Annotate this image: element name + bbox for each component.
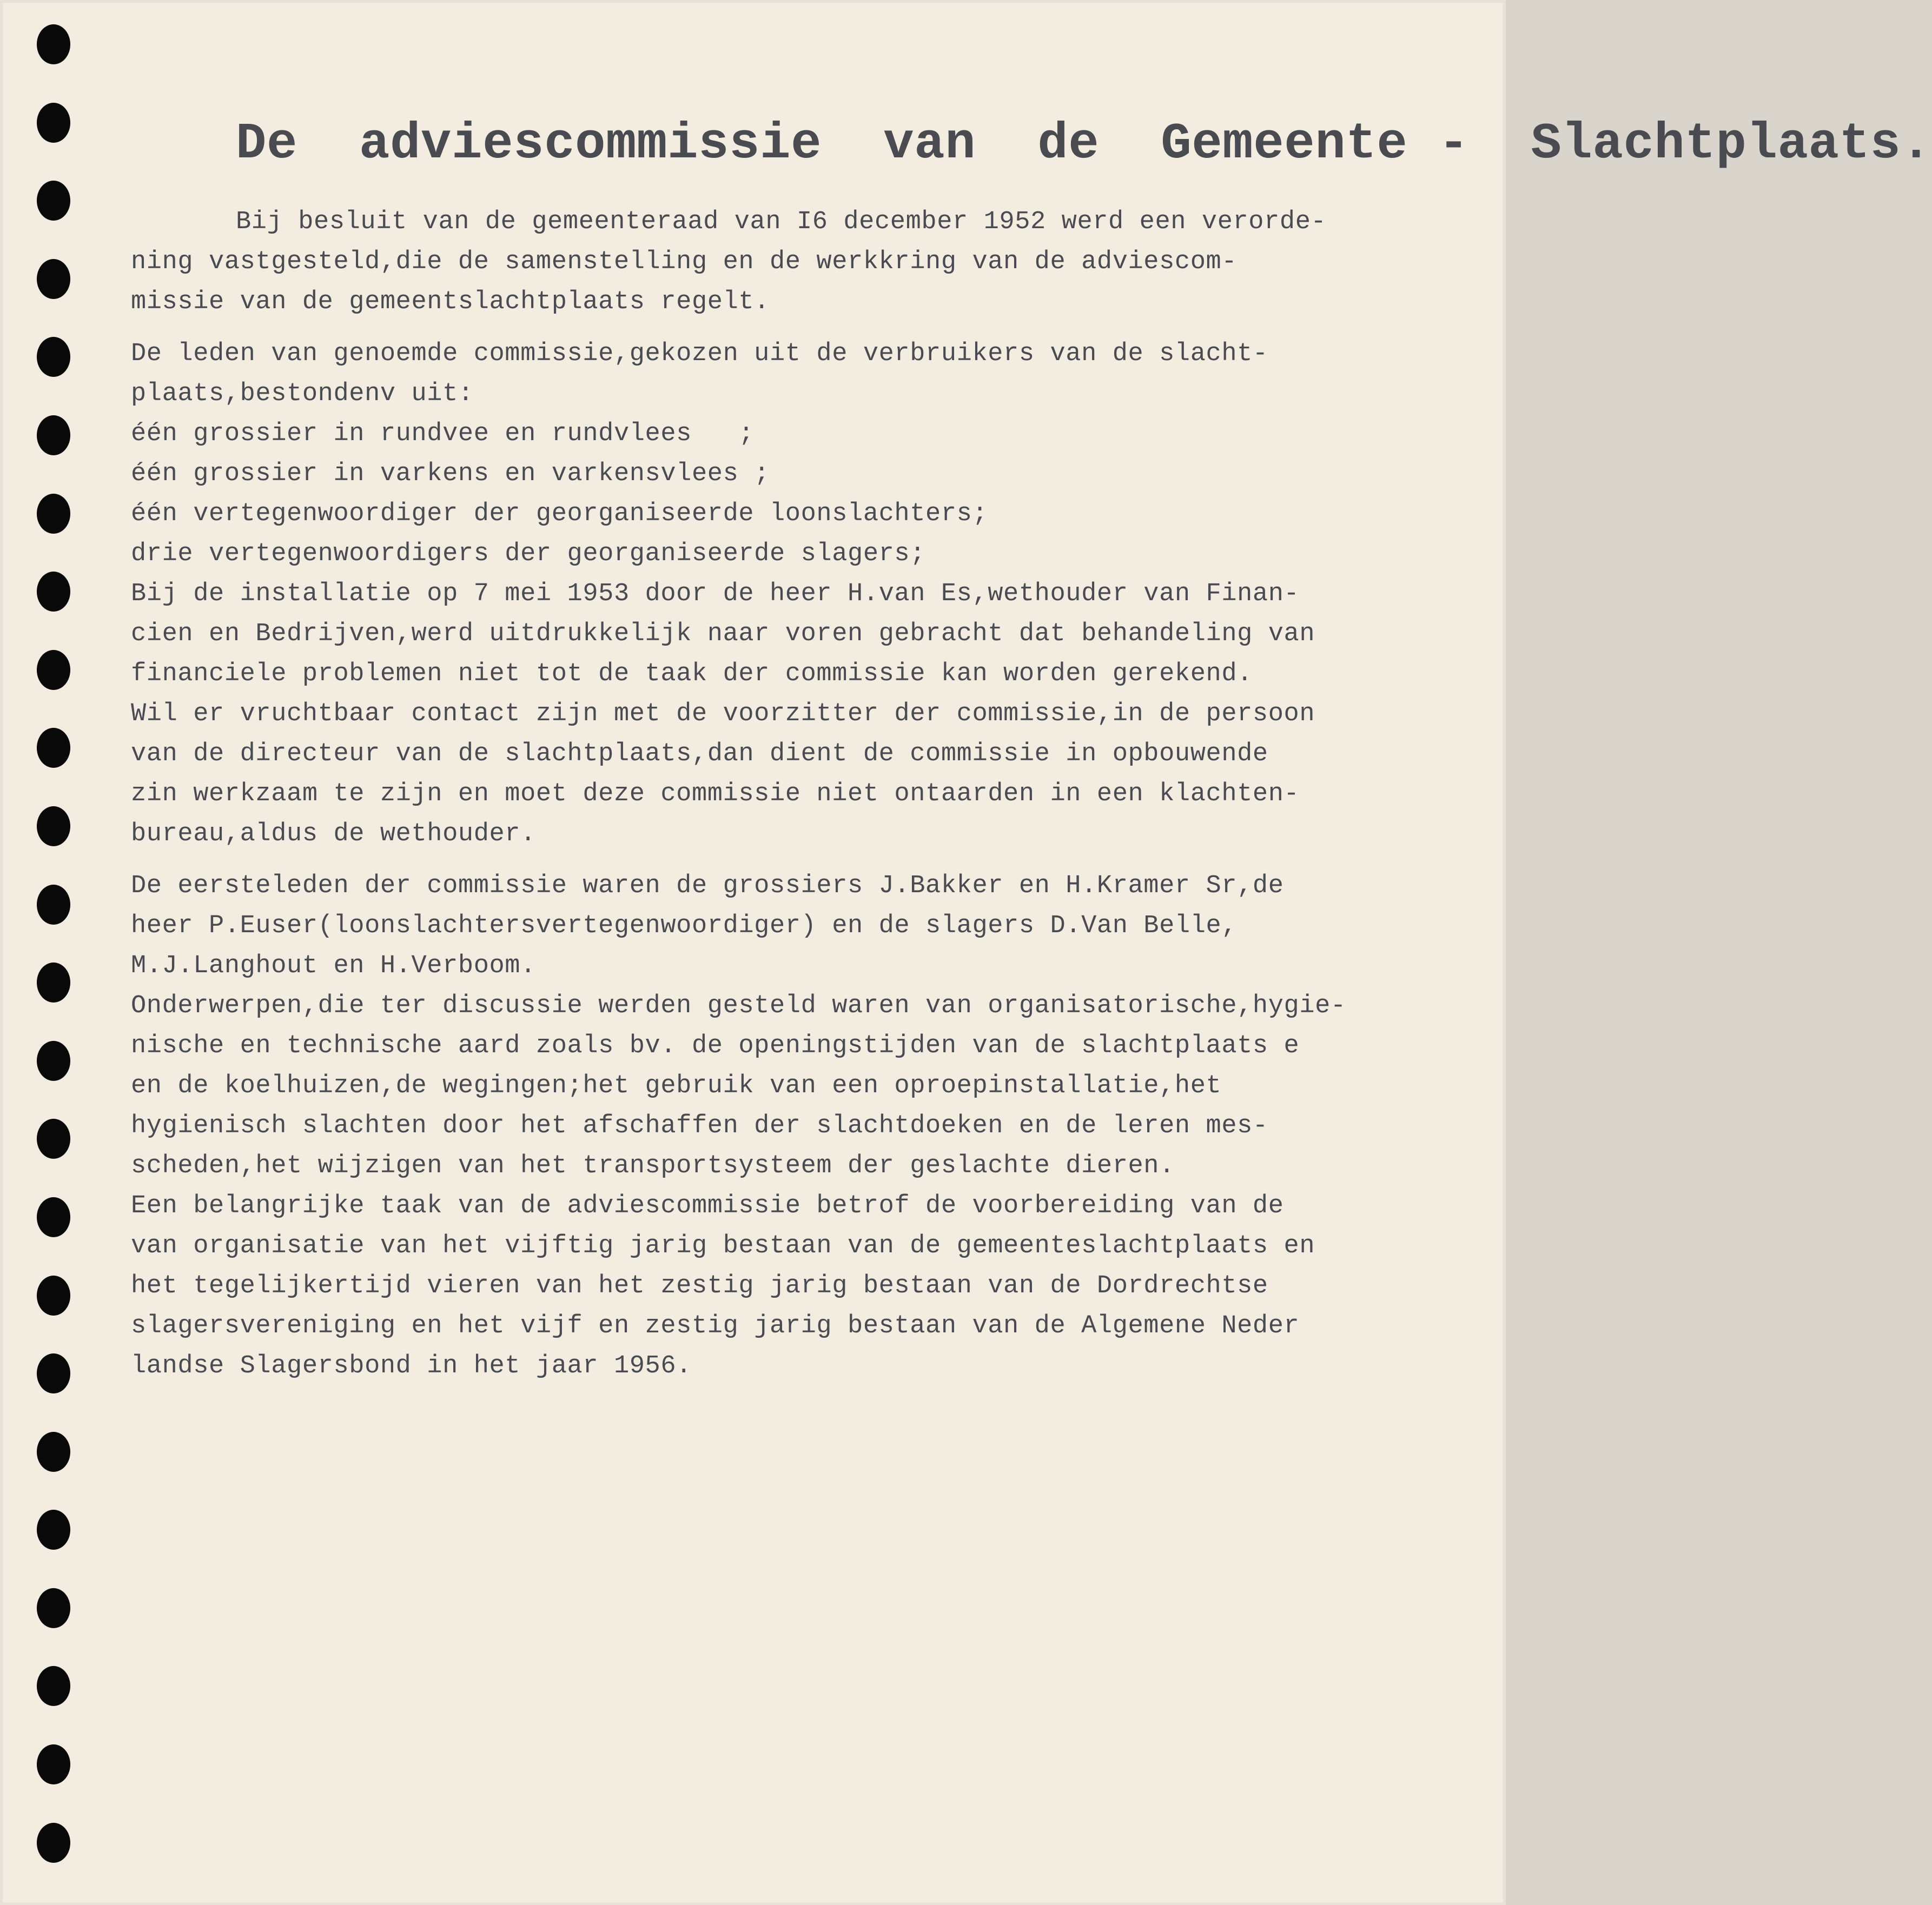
binder-hole (37, 1197, 70, 1237)
binder-hole (37, 103, 70, 143)
binder-hole (37, 494, 70, 534)
document-line: van organisatie van het vijftig jarig bestaan van de gemeenteslachtplaats en (131, 1232, 1315, 1260)
binder-hole (37, 1041, 70, 1081)
document-line: plaats,bestondenv uit: (131, 380, 474, 408)
document-line: het tegelijkertijd vieren van het zestig jarig bestaan van de Dordrechtse (131, 1272, 1268, 1300)
binder-hole (37, 415, 70, 455)
binder-hole (37, 885, 70, 925)
typed-document (131, 116, 1932, 1398)
binder-hole (37, 1744, 70, 1784)
binder-hole (37, 1432, 70, 1472)
document-line: zin werkzaam te zijn en moet deze commissie niet ontaarden in een klachten- (131, 780, 1300, 808)
paragraph-first-members-topics (131, 866, 1402, 1386)
document-line: drie vertegenwoordigers der georganiseerde slagers; (131, 540, 926, 568)
binder-hole (37, 963, 70, 1003)
binder-hole (37, 259, 70, 299)
binder-hole (37, 1666, 70, 1706)
document-line: scheden,het wijzigen van het transportsysteem der geslachte dieren. (131, 1152, 1175, 1180)
document-line: slagersvereniging en het vijf en zestig jarig bestaan van de Algemene Neder (131, 1312, 1300, 1340)
document-line: cien en Bedrijven,werd uitdrukkelijk naar voren gebracht dat behandeling van (131, 620, 1315, 648)
binder-holes (37, 24, 80, 1863)
binder-hole (37, 650, 70, 690)
document-line: financiele problemen niet tot de taak der commissie kan worden gerekend. (131, 660, 1253, 688)
document-line: landse Slagersbond in het jaar 1956. (131, 1352, 692, 1380)
document-line: van de directeur van de slachtplaats,dan dient de commissie in opbouwende (131, 740, 1268, 768)
binder-hole (37, 1823, 70, 1863)
document-line: nische en technische aard zoals bv. de openingstijden van de slachtplaats e (131, 1032, 1300, 1060)
binder-hole (37, 1588, 70, 1628)
document-line: Bij besluit van de gemeenteraad van I6 december 1952 werd een verorde- (236, 208, 1327, 236)
document-line: ning vastgesteld,die de samenstelling en de werkkring van de adviescom- (131, 248, 1238, 276)
binder-hole (37, 1276, 70, 1316)
binder-hole (37, 24, 70, 64)
binder-hole (37, 728, 70, 768)
document-line: één grossier in varkens en varkensvlees ; (131, 460, 770, 488)
binder-hole (37, 806, 70, 846)
document-line: De leden van genoemde commissie,gekozen uit de verbruikers van de slacht- (131, 340, 1268, 368)
document-line: Onderwerpen,die ter discussie werden gesteld waren van organisatorische,hygie- (131, 992, 1346, 1020)
paragraph-ordinance (131, 202, 1402, 322)
document-line: M.J.Langhout en H.Verboom. (131, 952, 536, 980)
document-line: één vertegenwoordiger der georganiseerde loonslachters; (131, 500, 988, 528)
binder-hole (37, 181, 70, 221)
document-line: De eersteleden der commissie waren de grossiers J.Bakker en H.Kramer Sr,de (131, 872, 1284, 900)
binder-hole (37, 337, 70, 377)
document-line: Bij de installatie op 7 mei 1953 door de heer H.van Es,wethouder van Finan- (131, 580, 1300, 608)
binder-hole (37, 1510, 70, 1550)
binder-hole (37, 572, 70, 612)
document-line: bureau,aldus de wethouder. (131, 820, 536, 848)
document-line: missie van de gemeentslachtplaats regelt. (131, 288, 770, 316)
binder-hole (37, 1119, 70, 1159)
document-line: Wil er vruchtbaar contact zijn met de voorzitter der commissie,in de persoon (131, 700, 1315, 728)
document-line: Een belangrijke taak van de adviescommissie betrof de voorbereiding van de (131, 1192, 1284, 1220)
document-line: hygienisch slachten door het afschaffen der slachtdoeken en de leren mes- (131, 1112, 1268, 1140)
binder-hole (37, 1353, 70, 1393)
document-line: en de koelhuizen,de wegingen;het gebruik van een oproepinstallatie,het (131, 1072, 1222, 1100)
document-line: één grossier in rundvee en rundvlees ; (131, 420, 755, 448)
paragraph-members-installation (131, 334, 1402, 854)
document-title: De adviescommissie van de Gemeente - Slachtplaats. (236, 116, 1932, 173)
document-line: heer P.Euser(loonslachtersvertegenwoordiger) en de slagers D.Van Belle, (131, 912, 1238, 940)
